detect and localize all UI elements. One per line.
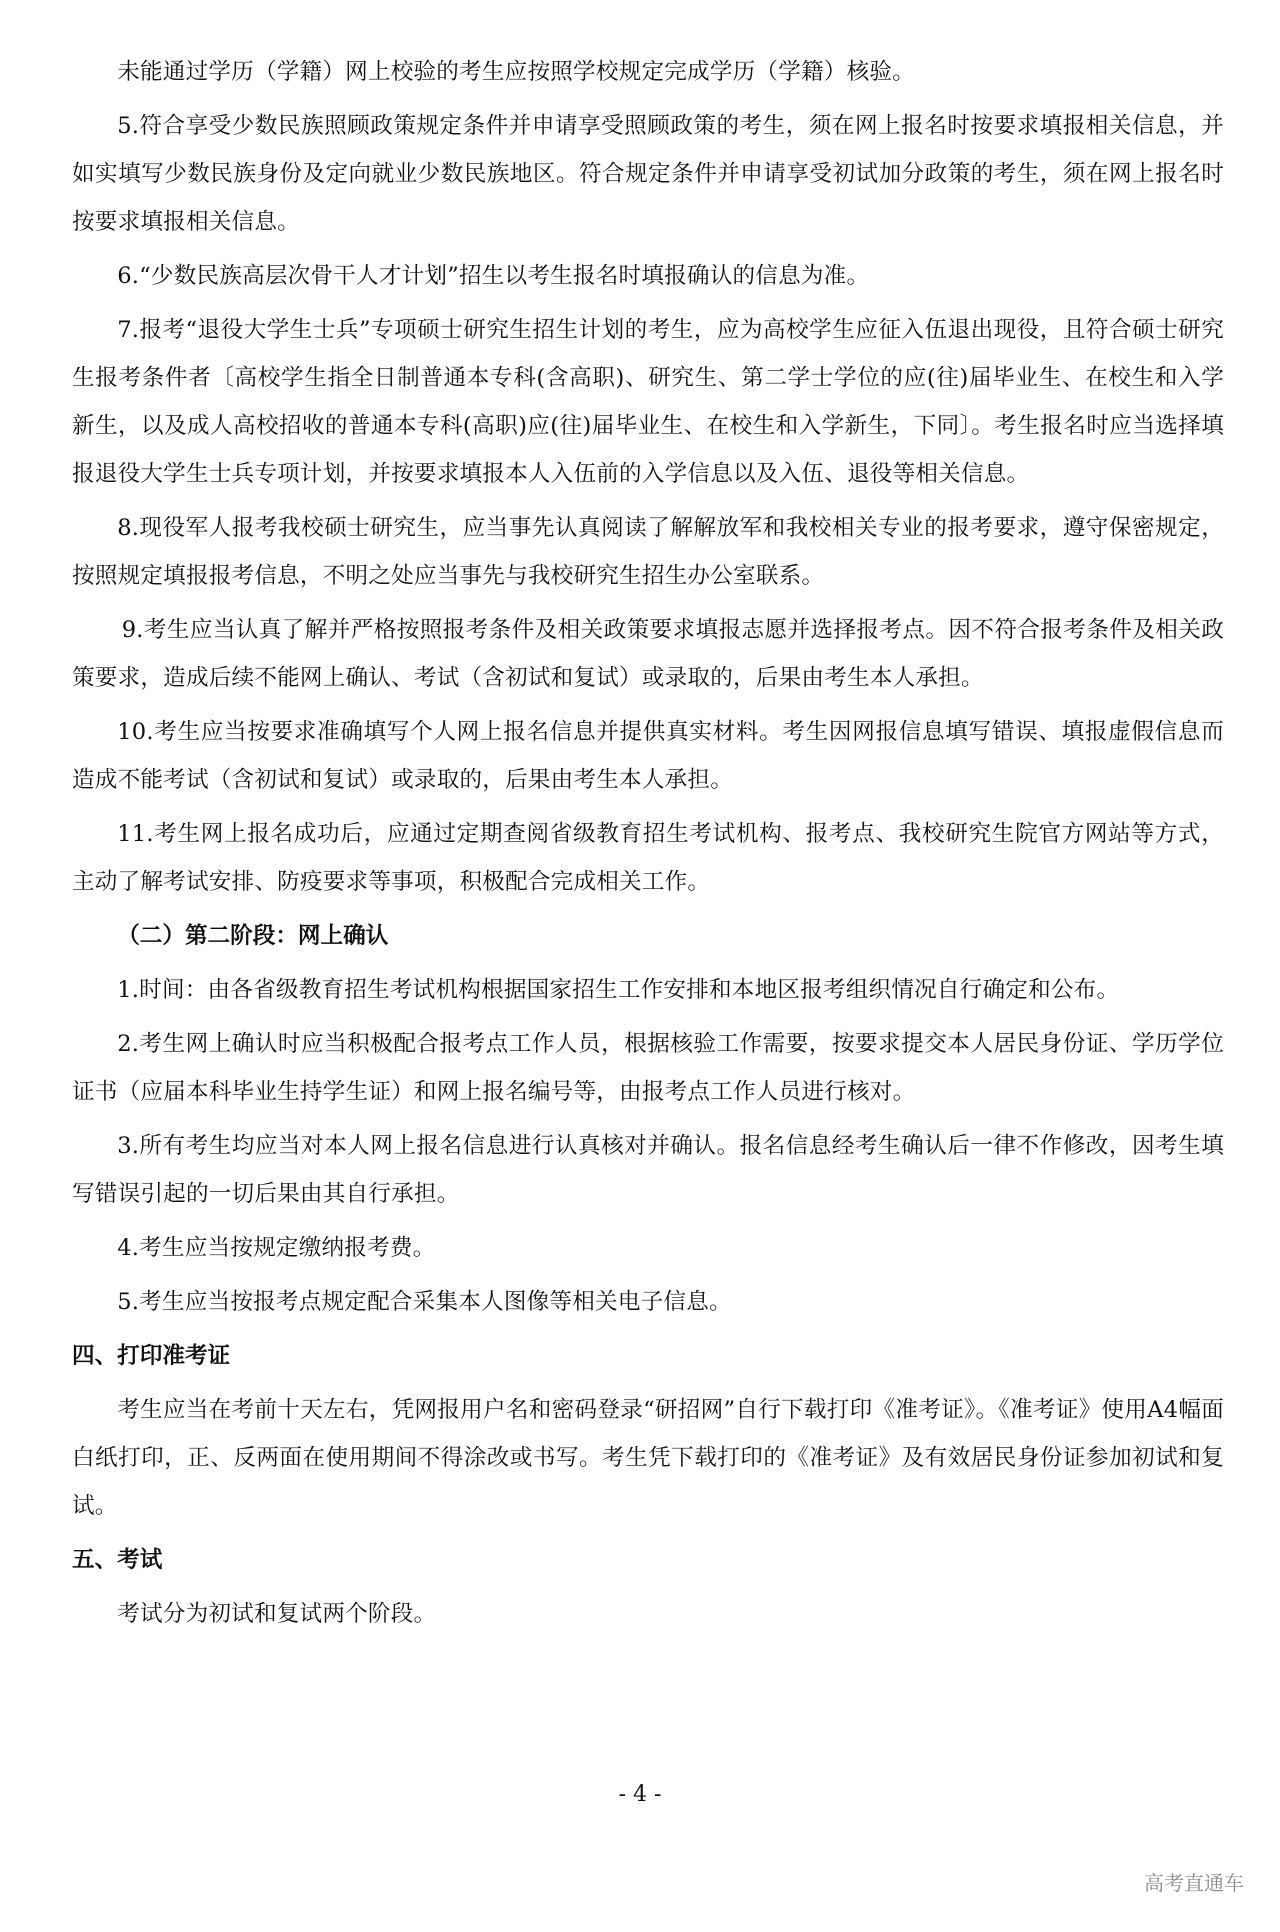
paragraph-item-7: 7.报考“退役大学生士兵”专项硕士研究生招生计划的考生，应为高校学生应征入伍退出现役，且符合硕士研究生报考条件者〔高校学生指全日制普通本专科(含高职)、研究生、第二学士学位的应(往)届毕业生、在校生和入学新生，以及成人高校招收的普通本专科(高职)应(往)届毕业生、在校生和入学新生，下同〕。考生报名时应当选择填报退役大学生士兵专项计划，并按要求填报本人入伍前的入学信息以及入伍、退役等相关信息。 bbox=[72, 317, 1224, 487]
page-number: - 4 - bbox=[618, 1782, 662, 1807]
paragraph-item-11: 11.考生网上报名成功后，应通过定期查阅省级教育招生考试机构、报考点、我校研究生院官方网站等方式，主动了解考试安排、防疫要求等事项，积极配合完成相关工作。 bbox=[72, 821, 1224, 895]
paragraph-exam: 考试分为初试和复试两个阶段。 bbox=[117, 1601, 437, 1627]
paragraph-item-10: 10.考生应当按要求准确填写个人网上报名信息并提供真实材料。考生因网报信息填写错误、填报虚假信息而造成不能考试（含初试和复试）或录取的，后果由考生本人承担。 bbox=[72, 719, 1224, 793]
paragraph-item-5: 5.符合享受少数民族照顾政策规定条件并申请享受照顾政策的考生，须在网上报名时按要求填报相关信息，并如实填写少数民族身份及定向就业少数民族地区。符合规定条件并申请享受初试加分政策的考生，须在网上报名时按要求填报相关信息。 bbox=[72, 113, 1224, 235]
paragraph-item-6: 6.“少数民族高层次骨干人才计划”招生以考生报名时填报确认的信息为准。 bbox=[117, 263, 870, 289]
document-body bbox=[72, 48, 1224, 1644]
paragraph-item-9: 9.考生应当认真了解并严格按照报考条件及相关政策要求填报志愿并选择报考点。因不符合报考条件及相关政策要求，造成后续不能网上确认、考试（含初试和复试）或录取的，后果由考生本人承担。 bbox=[72, 617, 1224, 691]
paragraph-confirm-5: 5.考生应当按报考点规定配合采集本人图像等相关电子信息。 bbox=[117, 1289, 732, 1315]
paragraph-confirm-2: 2.考生网上确认时应当积极配合报考点工作人员，根据核验工作需要，按要求提交本人居民身份证、学历学位证书（应届本科毕业生持学生证）和网上报名编号等，由报考点工作人员进行核对。 bbox=[72, 1031, 1224, 1105]
subheading-stage-two: （二）第二阶段：网上确认 bbox=[117, 923, 389, 949]
watermark: 高考直通车 bbox=[1144, 1871, 1244, 1895]
heading-print-admission-ticket: 四、打印准考证 bbox=[72, 1343, 231, 1369]
paragraph-confirm-1: 1.时间：由各省级教育招生考试机构根据国家招生工作安排和本地区报考组织情况自行确定和公布。 bbox=[117, 977, 1120, 1003]
paragraph-confirm-4: 4.考生应当按规定缴纳报考费。 bbox=[117, 1235, 436, 1261]
heading-exam: 五、考试 bbox=[72, 1547, 163, 1573]
paragraph-academic-verification: 未能通过学历（学籍）网上校验的考生应按照学校规定完成学历（学籍）核验。 bbox=[117, 59, 915, 85]
paragraph-item-8: 8.现役军人报考我校硕士研究生，应当事先认真阅读了解解放军和我校相关专业的报考要求，遵守保密规定，按照规定填报报考信息，不明之处应当事先与我校研究生招生办公室联系。 bbox=[72, 515, 1224, 589]
paragraph-confirm-3: 3.所有考生均应当对本人网上报名信息进行认真核对并确认。报名信息经考生确认后一律不作修改，因考生填写错误引起的一切后果由其自行承担。 bbox=[72, 1133, 1224, 1207]
paragraph-admission-ticket: 考生应当在考前十天左右，凭网报用户名和密码登录“研招网”自行下载打印《准考证》。《准考证》使用A4幅面白纸打印，正、反两面在使用期间不得涂改或书写。考生凭下载打印的《准考证》及有效居民身份证参加初试和复试。 bbox=[72, 1397, 1224, 1519]
